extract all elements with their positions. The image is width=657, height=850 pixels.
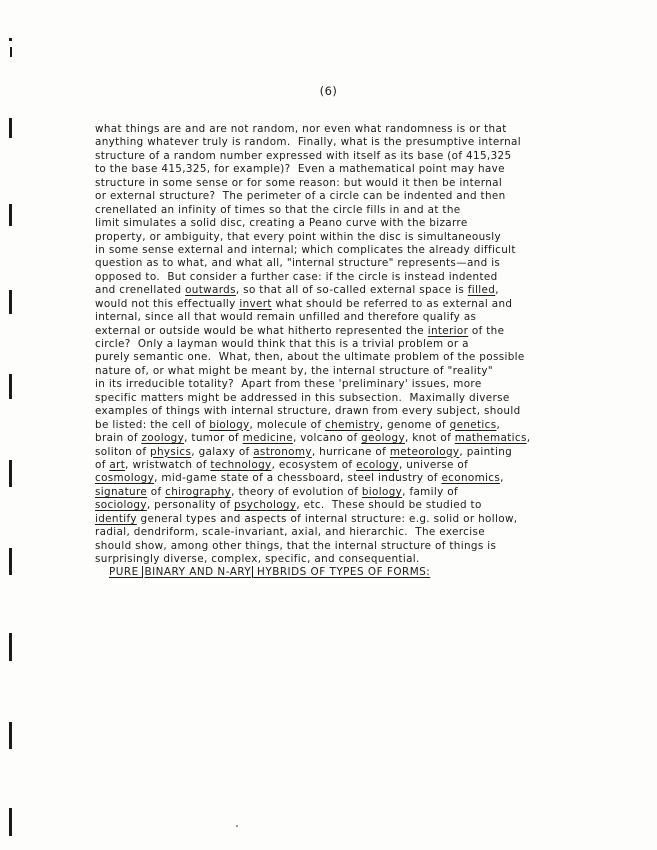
- scan-margin-mark: [9, 118, 12, 138]
- text-line: [95, 513, 635, 526]
- text-run: purely semantic one. What, then, about the ultimate problem of the possible: [95, 351, 525, 364]
- text-line: [95, 351, 635, 364]
- underlined-word: technology: [210, 458, 272, 471]
- text-run: , universe of: [398, 458, 469, 471]
- text-line: [95, 432, 635, 445]
- text-run: be listed: the cell of: [95, 418, 210, 431]
- text-run: and crenellated: [95, 284, 186, 297]
- body-text: [95, 123, 635, 580]
- underlined-word: geology: [361, 432, 405, 445]
- text-run: question as to what, and what all, "internal structure" represents—and is: [95, 257, 501, 270]
- text-run: what things are and are not random, nor even what randomness is or that: [95, 123, 507, 135]
- text-run: , etc. These should be studied to: [296, 499, 482, 512]
- text-run: ,: [500, 472, 504, 485]
- scan-margin-mark: [9, 204, 12, 226]
- text-run: general types and aspects of internal structure: e.g. solid or hollow,: [136, 512, 518, 525]
- text-line: [95, 136, 635, 149]
- text-run: , family of: [402, 485, 458, 498]
- text-line: [95, 405, 635, 418]
- scan-speck: [236, 825, 238, 827]
- scan-margin-mark: [9, 633, 12, 661]
- underlined-word: invert: [239, 297, 272, 310]
- text-run: , theory of evolution of: [231, 485, 362, 498]
- text-run: what should be referred to as external and: [271, 297, 513, 310]
- underlined-word: outwards: [185, 284, 236, 297]
- text-line: [95, 338, 635, 351]
- text-line: [95, 446, 635, 459]
- text-line: [95, 231, 635, 244]
- text-run: examples of things with internal structure, drawn from every subject, should: [95, 405, 521, 418]
- text-run: soliton of: [95, 445, 151, 458]
- text-run: opposed to. But consider a further case: if the circle is instead indented: [95, 270, 498, 283]
- text-line: [95, 190, 635, 203]
- text-run: radial, dendriform, scale-invariant, axial, and hierarchic. The exercise: [95, 526, 485, 539]
- underlined-word: filled: [467, 284, 496, 297]
- text-line: [95, 378, 635, 391]
- text-run: surprisingly diverse, complex, specific, and consequential.: [95, 553, 420, 565]
- text-line: [95, 284, 635, 297]
- text-run: internal, since all that would remain unfilled and therefore qualify as: [95, 311, 477, 324]
- text-run: ,: [496, 418, 501, 431]
- underlined-word: biology: [209, 418, 250, 431]
- page-number: (6): [319, 84, 338, 98]
- heading-bracketed-term: BINARY AND N-ARY: [144, 566, 252, 579]
- text-run: specific matters might be addressed in this subsection. Maximally diverse: [95, 391, 510, 404]
- text-line: [95, 177, 635, 190]
- underlined-word: chemistry: [325, 418, 380, 431]
- text-line: [95, 325, 635, 338]
- scan-margin-mark: [9, 808, 12, 836]
- text-run: or external structure? The perimeter of a circle can be indented and then: [95, 190, 506, 203]
- text-run: , volcano of: [292, 432, 362, 445]
- text-line: [95, 123, 635, 136]
- text-run: structure in some sense or for some reason: but would it then be internal: [95, 176, 503, 189]
- text-run: , molecule of: [249, 418, 325, 431]
- text-line: [95, 204, 635, 217]
- underlined-word: psychology: [234, 499, 297, 512]
- text-run: of: [95, 458, 110, 471]
- text-line: [95, 271, 635, 284]
- underlined-word: economics: [441, 472, 501, 485]
- paragraph: [95, 123, 635, 566]
- heading-start: PURE: [109, 566, 143, 579]
- text-run: crenellated an infinity of times so that the circle fills in and at the: [95, 203, 461, 216]
- text-run: ,: [526, 432, 531, 445]
- text-run: , tumor of: [184, 432, 243, 445]
- text-line: [95, 540, 635, 553]
- text-run: of: [147, 485, 166, 498]
- text-line: [95, 553, 635, 566]
- underlined-word: zoology: [141, 432, 185, 445]
- text-line: [95, 311, 635, 324]
- text-line: [95, 472, 635, 485]
- text-run: anything whatever truly is random. Finally, what is the presumptive internal: [95, 136, 521, 149]
- underlined-word: ecology: [356, 458, 399, 471]
- text-run: limit simulates a solid disc, creating a Peano curve with the bizarre: [95, 217, 468, 230]
- text-line: [95, 459, 635, 472]
- text-run: , genome of: [379, 418, 450, 431]
- text-line: [95, 499, 635, 512]
- text-run: of the: [468, 324, 505, 337]
- text-run: would not this effectually: [95, 297, 240, 310]
- text-run: property, or ambiguity, that every point within the disc is simultaneously: [95, 230, 502, 243]
- scan-margin-mark: [9, 38, 12, 41]
- text-run: , knot of: [404, 432, 455, 445]
- underlined-word: interior: [427, 324, 469, 337]
- text-run: ,: [495, 284, 499, 297]
- text-run: should show, among other things, that the internal structure of things is: [95, 539, 497, 552]
- text-run: , ecosystem of: [271, 458, 357, 471]
- text-line: [95, 257, 635, 270]
- underlined-word: identify: [95, 512, 137, 525]
- underlined-word: art: [109, 458, 126, 471]
- underlined-word: genetics: [449, 418, 497, 431]
- underlined-word: mathematics: [454, 432, 527, 445]
- text-run: circle? Only a layman would think that this is a trivial problem or a: [95, 338, 469, 350]
- underlined-word: sociology: [95, 499, 147, 512]
- text-line: [95, 150, 635, 163]
- underlined-word: biology: [361, 485, 403, 498]
- text-run: , so that all of so-called external space is: [235, 284, 468, 297]
- scan-margin-mark: [9, 722, 12, 749]
- scan-margin-mark: [9, 460, 12, 487]
- text-run: to the base 415,325, for example)? Even a mathematical point may have: [95, 163, 505, 176]
- text-run: , personality of: [146, 499, 235, 512]
- text-run: structure of a random number expressed with itself as its base (of 415,325: [95, 149, 512, 162]
- underlined-word: astronomy: [253, 445, 312, 458]
- scan-margin-mark: [9, 374, 12, 399]
- text-line: [95, 392, 635, 405]
- text-line: [95, 244, 635, 257]
- text-run: in some sense external and internal; which complicates the already difficult: [95, 243, 516, 256]
- text-run: , hurricane of: [311, 445, 390, 458]
- underlined-word: chirography: [165, 485, 232, 498]
- text-line: [95, 365, 635, 378]
- text-run: , wristwatch of: [125, 458, 211, 471]
- text-run: in its irreducible totality? Apart from these 'preliminary' issues, more: [95, 378, 482, 391]
- text-line: [95, 298, 635, 311]
- text-run: brain of: [95, 432, 142, 445]
- scan-margin-mark: [9, 290, 12, 314]
- scan-margin-mark: [9, 548, 12, 575]
- text-line: [95, 526, 635, 539]
- underlined-word: meteorology: [389, 445, 460, 458]
- text-run: , painting: [459, 445, 513, 458]
- underlined-word: physics: [150, 445, 192, 458]
- text-run: , mid-game state of a chessboard, steel industry of: [154, 472, 442, 485]
- text-line: [95, 486, 635, 499]
- heading-end: HYBRIDS OF TYPES OF FORMS:: [253, 566, 431, 579]
- text-line: [95, 419, 635, 432]
- section-heading: [109, 566, 635, 579]
- text-line: [95, 163, 635, 176]
- underlined-word: cosmology: [95, 472, 155, 485]
- underlined-word: medicine: [242, 432, 293, 445]
- text-run: external or outside would be what hitherto represented the: [95, 324, 428, 337]
- underlined-word: signature: [95, 485, 148, 498]
- scan-margin-mark: [10, 47, 12, 57]
- text-line: [95, 217, 635, 230]
- text-run: nature of, or what might be meant by, the internal structure of "reality": [95, 364, 493, 377]
- text-run: , galaxy of: [191, 445, 254, 458]
